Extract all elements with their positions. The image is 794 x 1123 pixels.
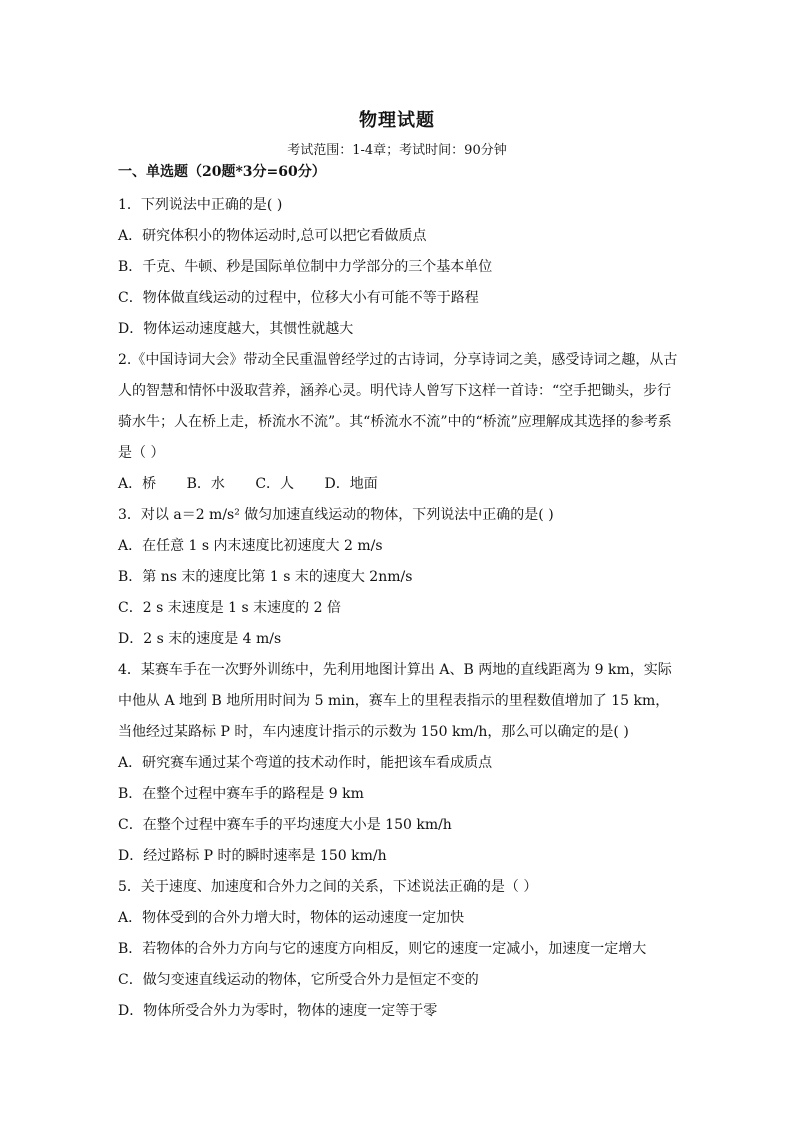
option-c: C．在整个过程中赛车手的平均速度大小是 150 km/h: [118, 817, 452, 833]
question-4: [118, 655, 682, 872]
option-b: B．第 ns 末的速度比第 1 s 末的速度大 2nm/s: [118, 569, 413, 585]
option-a: A．物体受到的合外力增大时，物体的运动速度一定加快: [118, 910, 465, 926]
question-stem: 5．关于速度、加速度和合外力之间的关系，下述说法正确的是（ ）: [118, 879, 538, 895]
option-d: D．地面: [324, 476, 378, 492]
question-stem: 4．某赛车手在一次野外训练中，先利用地图计算出 A、B 两地的直线距离为 9 km，实际中他从 A 地到 B 地所用时间为 5 min，赛车上的里程表指示的里程数值增加了 15 km，当他经过某路标 P 时，车内速度计指示的示数为 150 km/h，那么可以确定的是( ): [118, 662, 672, 740]
option-d: D．经过路标 P 时的瞬时速率是 150 km/h: [118, 848, 387, 864]
exam-info: 考试范围：1-4章；考试时间：90分钟: [287, 143, 507, 158]
option-c: C．做匀变速直线运动的物体，它所受合外力是恒定不变的: [118, 972, 479, 988]
section-heading: 一、单选题（20题*3分=60分）: [118, 164, 326, 180]
option-a: A．研究赛车通过某个弯道的技术动作时，能把该车看成质点: [118, 755, 493, 771]
option-d: D．2 s 末的速度是 4 m/s: [118, 631, 282, 647]
option-d: D．物体所受合外力为零时，物体的速度一定等于零: [118, 1003, 438, 1019]
question-1: [118, 190, 682, 345]
options-row: [118, 469, 682, 500]
option-a: A．桥: [118, 476, 157, 492]
question-stem: 1．下列说法中正确的是( ): [118, 197, 283, 213]
page-title: 物理试题: [359, 110, 435, 131]
question-5: [118, 872, 682, 1027]
question-2: [118, 345, 682, 500]
option-b: B．若物体的合外力方向与它的速度方向相反，则它的速度一定减小，加速度一定增大: [118, 941, 647, 957]
option-b: B．千克、牛顿、秒是国际单位制中力学部分的三个基本单位: [118, 259, 493, 275]
question-3: [118, 500, 682, 655]
question-stem: 3．对以 a＝2 m/s² 做匀加速直线运动的物体，下列说法中正确的是( ): [118, 507, 554, 523]
option-d: D．物体运动速度越大，其惯性就越大: [118, 321, 354, 337]
option-c: C．人: [255, 476, 295, 492]
option-c: C．2 s 末速度是 1 s 末速度的 2 倍: [118, 600, 341, 616]
question-stem: 2.《中国诗词大会》带动全民重温曾经学过的古诗词，分享诗词之美，感受诗词之趣，从古人的智慧和情怀中汲取营养，涵养心灵。明代诗人曾写下这样一首诗：“空手把锄头，步行骑水牛；人在桥上走，桥流水不流”。其“桥流水不流”中的“桥流”应理解成其选择的参考系是（ ）: [118, 352, 678, 461]
option-b: B．水: [186, 476, 225, 492]
option-c: C．物体做直线运动的过程中，位移大小有可能不等于路程: [118, 290, 479, 306]
exam-content: [118, 162, 682, 1027]
option-a: A．在任意 1 s 内末速度比初速度大 2 m/s: [118, 538, 383, 554]
option-b: B．在整个过程中赛车手的路程是 9 km: [118, 786, 364, 802]
option-a: A．研究体积小的物体运动时,总可以把它看做质点: [118, 228, 427, 244]
